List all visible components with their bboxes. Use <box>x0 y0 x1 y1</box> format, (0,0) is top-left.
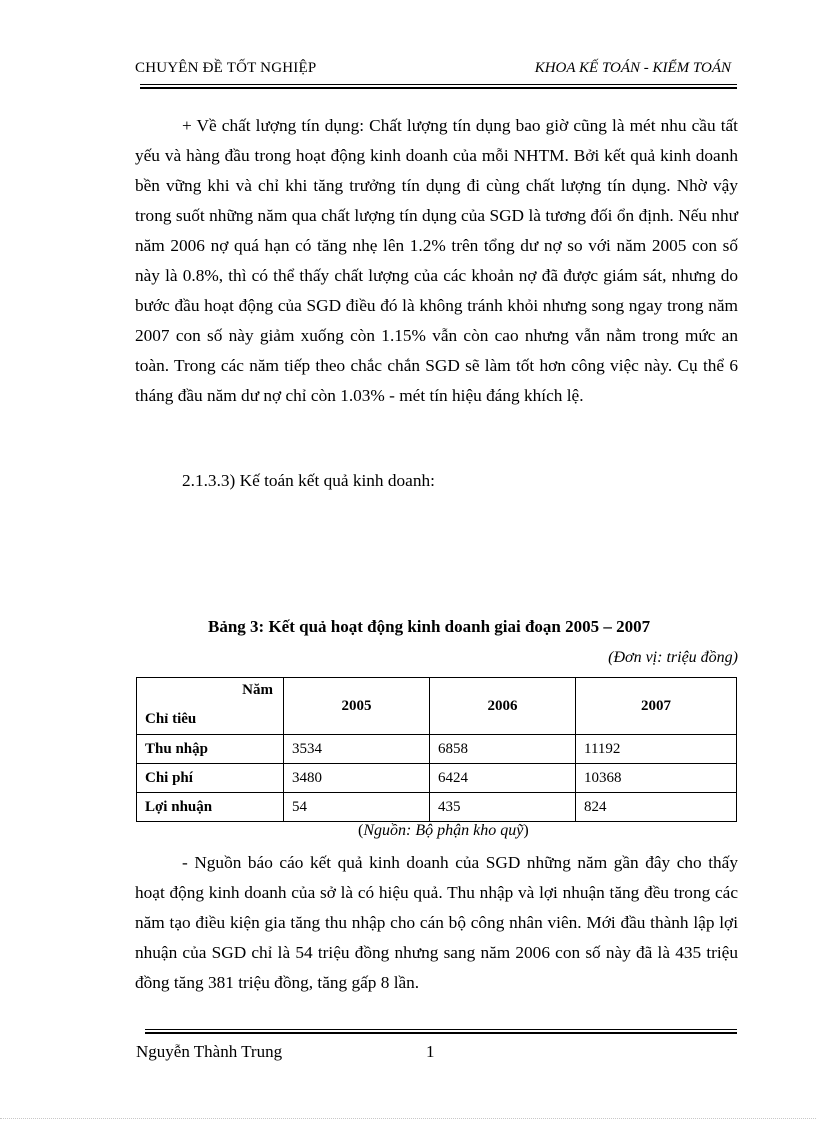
table-cell: 435 <box>430 793 576 822</box>
header-year-label: Năm <box>242 682 273 698</box>
table-source-note <box>358 822 529 840</box>
year-header-2006: 2006 <box>430 678 576 735</box>
year-header-2007: 2007 <box>576 678 737 735</box>
row-label-profit: Lợi nhuận <box>137 793 284 822</box>
table-row <box>137 793 737 822</box>
table-unit-note: (Đơn vị: triệu đồng) <box>608 649 738 666</box>
page-footer <box>136 1042 738 1066</box>
table-cell: 11192 <box>576 735 737 764</box>
table-corner-cell <box>137 678 284 735</box>
source-open-paren: ( <box>358 822 364 839</box>
table-row <box>137 764 737 793</box>
source-text: Nguồn: Bộ phận kho quỹ <box>363 822 524 839</box>
table-cell: 54 <box>284 793 430 822</box>
table-row <box>137 735 737 764</box>
footer-divider <box>145 1029 737 1034</box>
table-cell: 3534 <box>284 735 430 764</box>
header-right-title: KHOA KẾ TOÁN - KIỂM TOÁN <box>534 60 731 76</box>
table-cell: 3480 <box>284 764 430 793</box>
page-header <box>135 60 737 80</box>
table-header-row <box>137 678 737 735</box>
table-caption: Bảng 3: Kết quả hoạt động kinh doanh giai đoạn 2005 – 2007 <box>208 617 651 636</box>
results-table <box>136 677 737 822</box>
section-heading: 2.1.3.3) Kế toán kết quả kinh doanh: <box>182 471 435 490</box>
row-label-revenue: Thu nhập <box>137 735 284 764</box>
table-cell: 6424 <box>430 764 576 793</box>
year-header-2005: 2005 <box>284 678 430 735</box>
row-label-cost: Chi phí <box>137 764 284 793</box>
paragraph-credit-quality: + Về chất lượng tín dụng: Chất lượng tín dụng bao giờ cũng là mét nhu cầu tất yếu và hàng đầu trong hoạt động kinh doanh của mỗi NHTM. Bởi kết quả kinh doanh bền vững khi và chỉ khi tăng trưởng tín dụng đi cùng chất lượng tín dụng. Nhờ vậy trong suốt những năm qua chất lượng tín dụng của SGD là tương đối ổn định. Nếu như năm 2006 nợ quá hạn có tăng nhẹ lên 1.2% trên tổng dư nợ so với năm 2005 con số này là 0.8%, thì có thể thấy chất lượng của các khoản nợ đã được giám sát, nhưng do bước đầu hoạt động của SGD điều đó là không tránh khỏi nhưng song ngay trong năm 2007 con số này giảm xuống còn 1.15% vẫn còn cao nhưng vẫn nằm trong mức an toàn. Trong các năm tiếp theo chắc chắn SGD sẽ làm tốt hơn công việc này. Cụ thể 6 tháng đầu năm dư nợ chỉ còn 1.03% - mét tín hiệu đáng khích lệ. <box>135 116 738 405</box>
table-cell: 6858 <box>430 735 576 764</box>
paragraph-analysis: - Nguồn báo cáo kết quả kinh doanh của SGD những năm gần đây cho thấy hoạt động kinh doanh của sở là có hiệu quả. Thu nhập và lợi nhuận tăng đều trong các năm tạo điều kiện gia tăng thu nhập cho cán bộ công nhân viên. Mới đầu thành lập lợi nhuận của SGD chỉ là 54 triệu đồng nhưng sang năm 2006 con số này đã là 435 triệu đồng tăng 381 triệu đồng, tăng gấp 8 lần. <box>135 853 738 992</box>
header-divider <box>140 84 737 89</box>
page-bottom-edge <box>0 1118 816 1119</box>
header-metric-label: Chỉ tiêu <box>145 711 197 727</box>
table-cell: 824 <box>576 793 737 822</box>
table-cell: 10368 <box>576 764 737 793</box>
page-number: 1 <box>426 1042 435 1061</box>
source-close-paren: ) <box>523 822 529 839</box>
footer-author: Nguyễn Thành Trung <box>136 1042 283 1061</box>
header-left-title: CHUYÊN ĐỀ TỐT NGHIỆP <box>135 60 317 76</box>
